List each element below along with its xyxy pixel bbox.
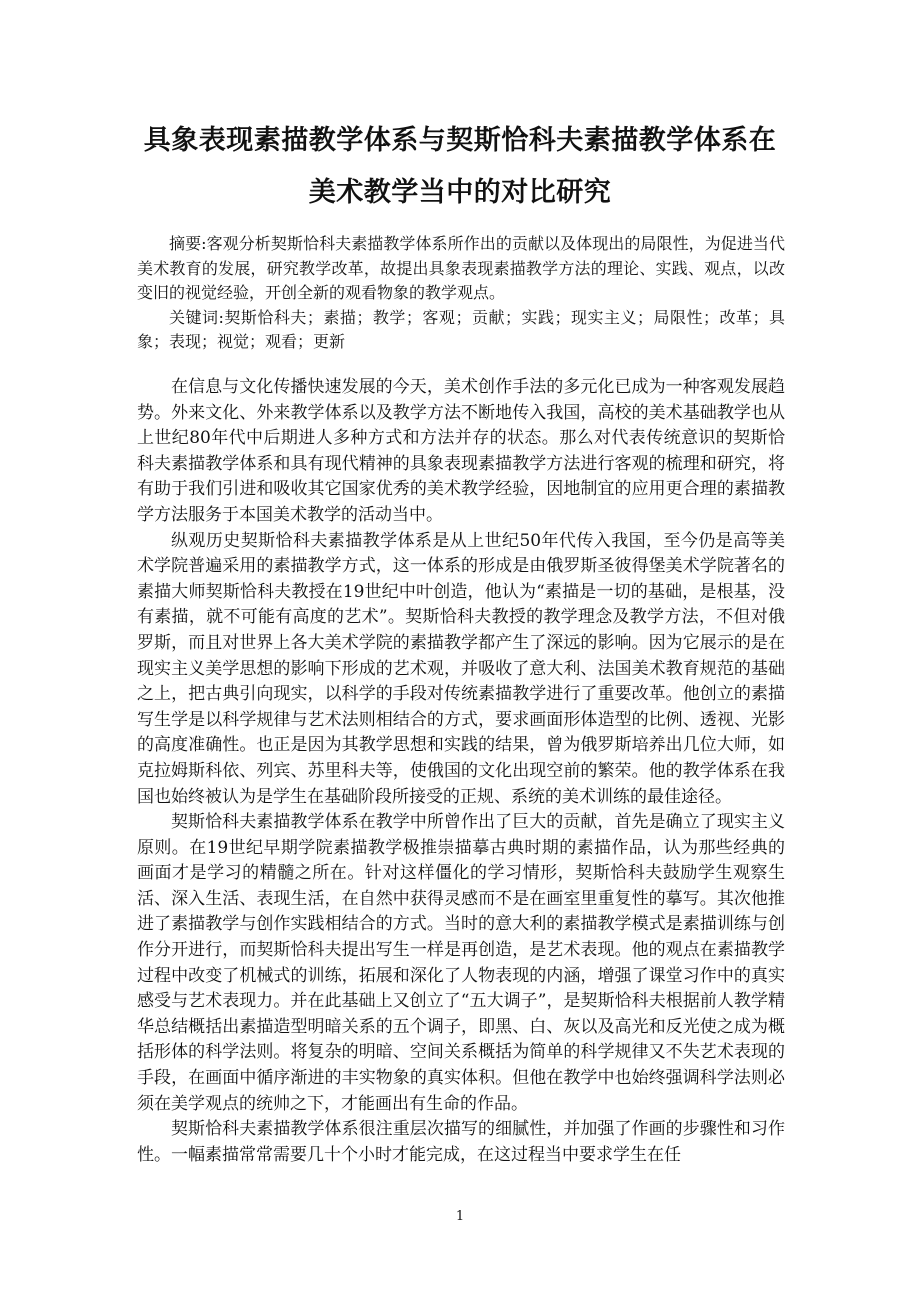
body-paragraph-3: 契斯恰科夫素描教学体系在教学中所曾作出了巨大的贡献，首先是确立了现实主义原则。在19世纪早期学院素描教学极推崇描摹古典时期的素描作品，认为那些经典的画面才是学习的精髓之所在。针对这样僵化的学习情形，契斯恰科夫鼓励学生观察生活、深入生活、表现生活，在自然中获得灵感而不是在画室里重复性的摹写。其次他推进了素描教学与创作实践相结合的方式。当时的意大利的素描教学模式是素描训练与创作分开进行，而契斯恰科夫提出写生一样是再创造，是艺术表现。他的观点在素描教学过程中改变了机械式的训练，拓展和深化了人物表现的内涵，增强了课堂习作中的真实感受与艺术表现力。并在此基础上又创立了“五大调子”，是契斯恰科夫根据前人教学精华总结概括出素描造型明暗关系的五个调子，即黑、白、灰以及高光和反光使之成为概括形体的科学法则。将复杂的明暗、空间关系概括为简单的科学规律又不失艺术表现的手段，在画面中循序渐进的丰实物象的真实体积。但他在教学中也始终强调科学法则必须在美学观点的统帅之下，才能画出有生命的作品。 bbox=[137, 812, 785, 1114]
abstract-text: 客观分析契斯恰科夫素描教学体系所作出的贡献以及体现出的局限性，为促进当代美术教育的发展，研究教学改革，故提出具象表现素描教学方法的理论、实践、观点，以改变旧的视觉经验，开创全新的观看物象的教学观点。 bbox=[137, 234, 785, 302]
abstract-paragraph bbox=[137, 232, 785, 306]
page-number: 1 bbox=[455, 1209, 465, 1224]
body-paragraph-2: 纵观历史契斯恰科夫素描教学体系是从上世纪50年代传入我国，至今仍是高等美术学院普遍采用的素描教学方式，这一体系的形成是由俄罗斯圣彼得堡美术学院著名的素描大师契斯恰科夫教授在19世纪中叶创造，他认为“素描是一切的基础，是根基，没有素描，就不可能有高度的艺术”。契斯恰科夫教授的教学理念及教学方法，不但对俄罗斯，而且对世界上各大美术学院的素描教学都产生了深远的影响。因为它展示的是在现实主义美学思想的影响下形成的艺术观，并吸收了意大利、法国美术教育规范的基础之上，把古典引向现实，以科学的手段对传统素描教学进行了重要改革。他创立的素描写生学是以科学规律与艺术法则相结合的方式，要求画面形体造型的比例、透视、光影的高度准确性。也正是因为其教学思想和实践的结果，曾为俄罗斯培养出几位大师，如克拉姆斯科依、列宾、苏里科夫等，使俄国的文化出现空前的繁荣。他的教学体系在我国也始终被认为是学生在基础阶段所接受的正规、系统的美术训练的最佳途径。 bbox=[137, 530, 785, 807]
keywords-text: 契斯恰科夫；素描；教学；客观；贡献；实践；现实主义；局限性；改革；具象；表现；视觉；观看；更新 bbox=[137, 307, 785, 351]
keywords-paragraph bbox=[137, 306, 785, 355]
body-paragraph-4: 契斯恰科夫素描教学体系很注重层次描写的细腻性，并加强了作画的步骤性和习作性。一幅素描常常需要几十个小时才能完成，在这过程当中要求学生在任 bbox=[137, 1119, 785, 1165]
body-paragraph-1: 在信息与文化传播快速发展的今天，美术创作手法的多元化已成为一种客观发展趋势。外来文化、外来教学体系以及教学方法不断地传入我国，高校的美术基础教学也从上世纪80年代中后期进人多种方式和方法并存的状态。那么对代表传统意识的契斯恰科夫素描教学体系和具有现代精神的具象表现素描教学方法进行客观的梳理和研究，将有助于我们引进和吸收其它国家优秀的美术教学经验，因地制宜的应用更合理的素描教学方法服务于本国美术教学的活动当中。 bbox=[137, 377, 785, 525]
paper-title-line-1: 具象表现素描教学体系与契斯恰科夫素描教学体系在 bbox=[143, 125, 777, 156]
abstract-section bbox=[137, 232, 785, 355]
keywords-label: 关键词: bbox=[169, 307, 224, 327]
abstract-label: 摘要: bbox=[169, 234, 207, 253]
body-text bbox=[137, 375, 785, 1168]
paper-title-line-2: 美术教学当中的对比研究 bbox=[308, 177, 612, 208]
